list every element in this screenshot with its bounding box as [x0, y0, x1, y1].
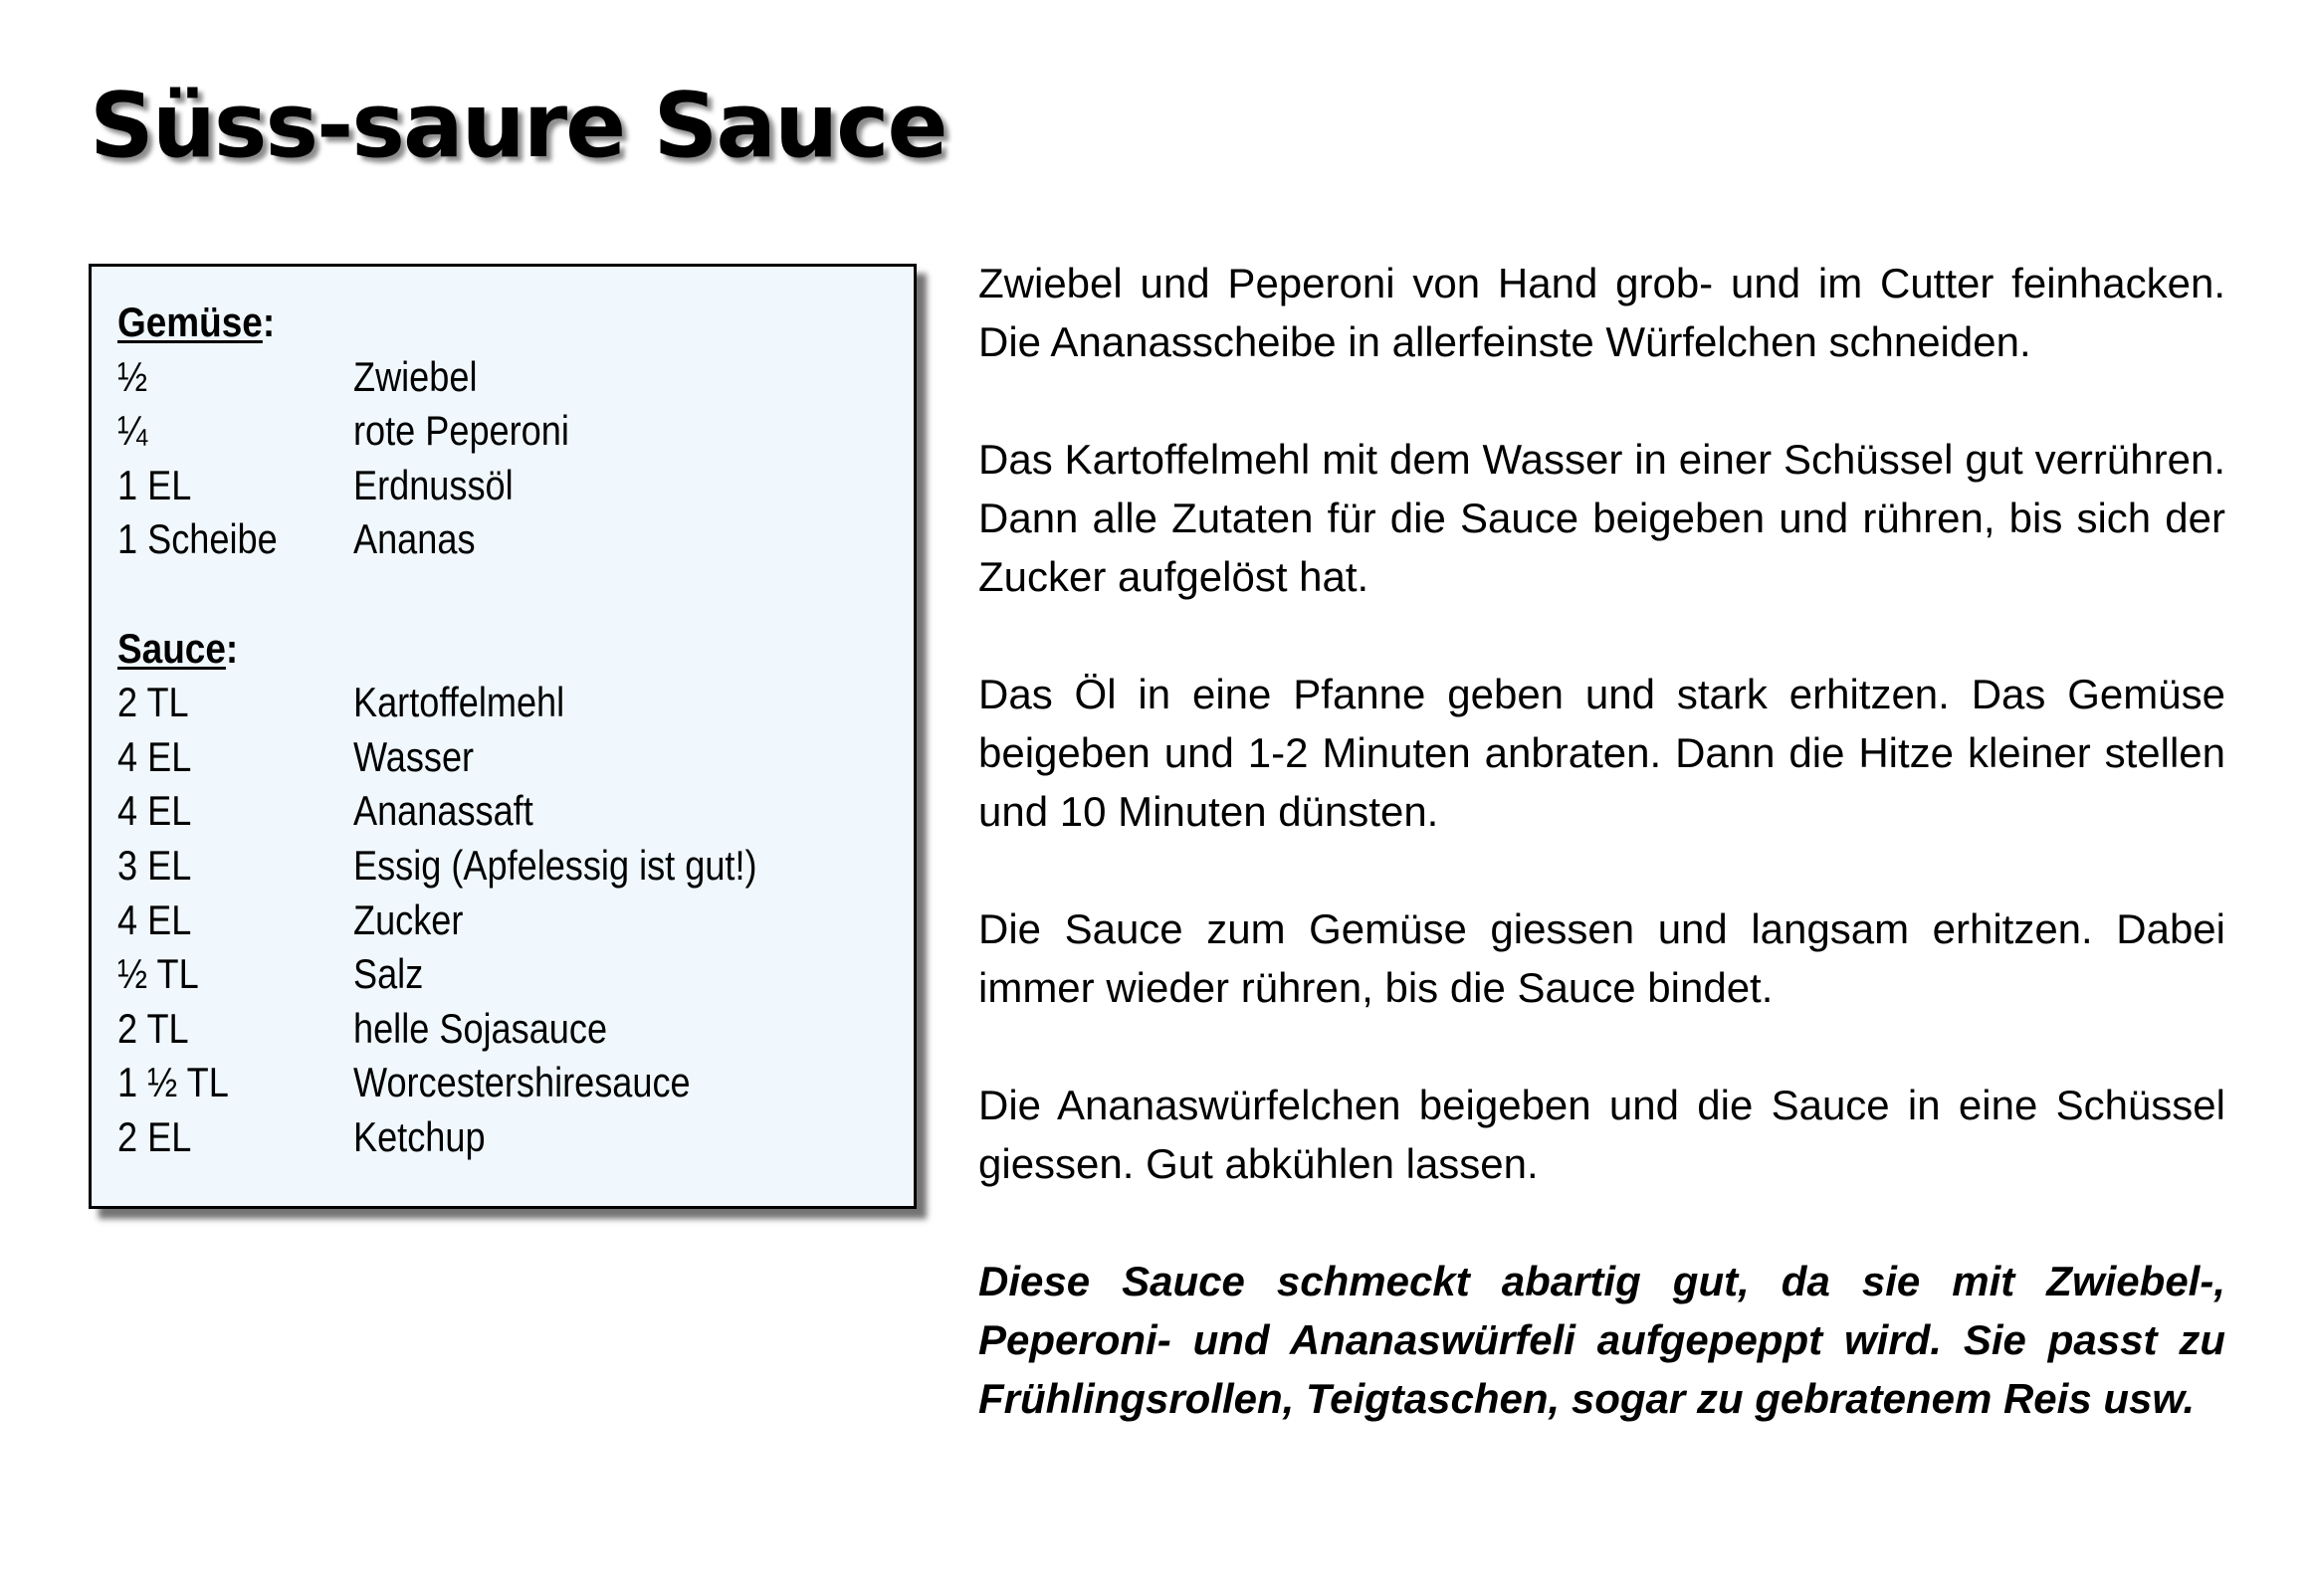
ingredient-row [117, 350, 914, 405]
ingredient-row [117, 1002, 914, 1057]
ingredient-row [117, 1056, 914, 1110]
ingredient-name: helle Sojasauce [353, 1004, 608, 1052]
ingredient-row [117, 676, 914, 730]
page-title: Süss-saure Sauce [90, 74, 946, 178]
instruction-step: Die Sauce zum Gemüse giessen und langsam erhitzen. Dabei immer wieder rühren, bis die Sauce bindet. [978, 905, 2225, 1011]
section-heading [117, 622, 818, 677]
ingredient-quantity: 1 Scheibe [117, 515, 278, 563]
ingredient-name: Ananas [353, 515, 476, 563]
ingredient-row [117, 404, 914, 459]
serving-note: Diese Sauce schmeckt abartig gut, da sie mit Zwiebel-, Peperoni- und Ananaswürfeli aufgepeppt wird. Sie passt zu Frühlingsrollen, Teigtaschen, sogar zu gebratenem Reis usw. [978, 1258, 2225, 1422]
ingredient-row [117, 839, 914, 894]
ingredient-row [117, 894, 914, 948]
ingredient-row [117, 459, 914, 513]
ingredient-name: Zucker [353, 896, 464, 943]
ingredient-box [89, 264, 917, 1209]
section-heading-label: Sauce [117, 624, 226, 672]
section-heading-label: Gemüse [117, 299, 263, 345]
section-heading [117, 296, 818, 350]
ingredient-name: Salz [353, 950, 424, 998]
ingredient-section-gemuese [117, 296, 914, 567]
ingredient-quantity: ½ TL [117, 950, 199, 998]
ingredient-row [117, 1110, 914, 1165]
ingredient-name: Ananassaft [353, 787, 533, 835]
ingredient-quantity: ½ [117, 352, 148, 400]
section-heading-colon: : [262, 299, 276, 345]
ingredient-quantity: 3 EL [117, 841, 192, 889]
instruction-step: Die Ananaswürfelchen beigeben und die Sauce in eine Schüssel giessen. Gut abkühlen lassen. [978, 1082, 2225, 1187]
ingredient-quantity: 4 EL [117, 732, 192, 780]
ingredient-name: Wasser [353, 732, 475, 780]
ingredient-quantity: 4 EL [117, 787, 192, 835]
ingredient-name: Kartoffelmehl [353, 679, 565, 726]
ingredient-quantity: 2 EL [117, 1112, 192, 1160]
ingredient-row [117, 784, 914, 839]
ingredient-quantity: 4 EL [117, 896, 192, 943]
ingredient-name: Ketchup [353, 1112, 486, 1160]
instruction-step: Zwiebel und Peperoni von Hand grob- und im Cutter feinhacken. Die Ananasscheibe in allerfeinste Würfelchen schneiden. [978, 260, 2225, 365]
instruction-step: Das Kartoffelmehl mit dem Wasser in einer Schüssel gut verrühren. Dann alle Zutaten für die Sauce beigeben und rühren, bis sich der Zucker aufgelöst hat. [978, 436, 2225, 600]
section-heading-colon: : [225, 624, 239, 672]
ingredient-section-sauce [117, 622, 914, 1165]
ingredient-name: Erdnussöl [353, 461, 514, 508]
ingredient-quantity: ¼ [117, 407, 148, 455]
ingredient-name: Essig (Apfelessig ist gut!) [353, 841, 757, 889]
ingredient-quantity: 1 EL [117, 461, 192, 508]
instruction-step: Das Öl in eine Pfanne geben und stark erhitzen. Das Gemüse beigeben und 1-2 Minuten anbraten. Dann die Hitze kleiner stellen und 10 Minuten dünsten. [978, 671, 2225, 835]
instructions [978, 254, 2225, 1428]
ingredient-name: Worcestershiresauce [353, 1059, 691, 1106]
ingredient-quantity: 2 TL [117, 1004, 189, 1052]
ingredient-quantity: 1 ½ TL [117, 1059, 229, 1106]
ingredient-name: Zwiebel [353, 352, 478, 400]
ingredient-row [117, 730, 914, 785]
ingredient-name: rote Peperoni [353, 407, 569, 455]
ingredient-quantity: 2 TL [117, 679, 189, 726]
ingredient-row [117, 512, 914, 567]
ingredient-row [117, 947, 914, 1002]
